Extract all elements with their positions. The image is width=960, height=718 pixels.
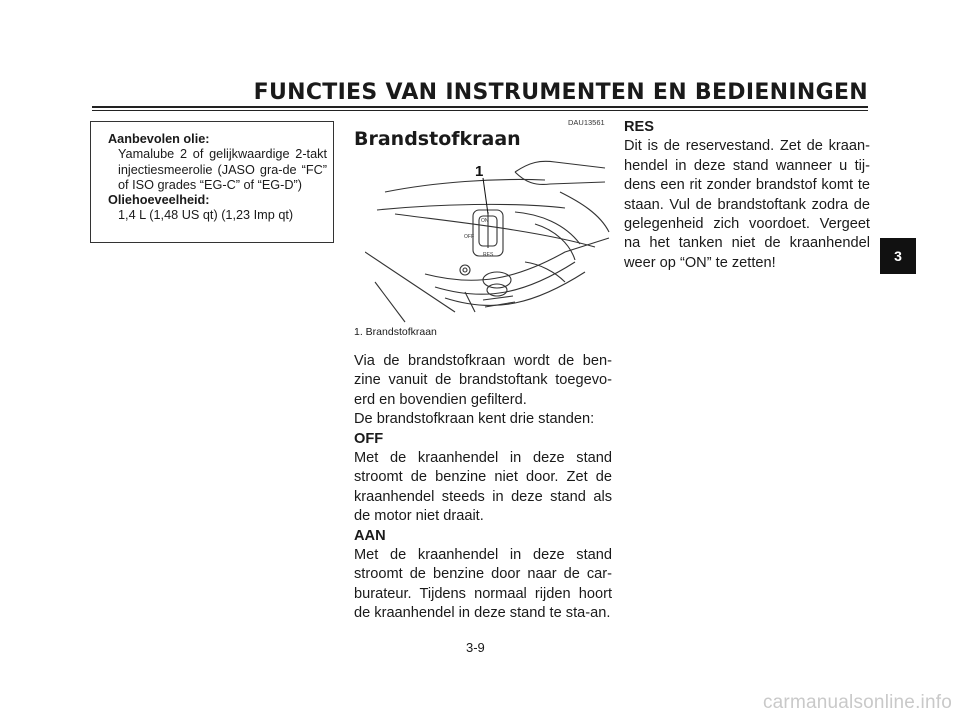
valve-marking-on: ON	[481, 218, 489, 224]
body-column-middle	[354, 352, 612, 624]
position-off-text: Met de kraanhendel in deze stand stroomt de benzine niet door. Zet de kraanhendel steeds in deze stand als de motor niet draait.	[354, 450, 612, 525]
callout-leader-line	[483, 178, 488, 214]
document-code: DAU13561	[568, 118, 605, 127]
recommended-oil-box	[90, 121, 334, 243]
site-watermark: carmanualsonline.info	[762, 692, 952, 713]
callout-number: 1	[475, 163, 484, 180]
valve-marking-off: OFF	[464, 234, 474, 240]
oil-quantity-value: 1,4 L (1,48 US qt) (1,23 Imp qt)	[118, 208, 294, 223]
body-column-right	[624, 118, 870, 273]
chapter-tab[interactable]: 3	[880, 238, 916, 274]
figure-caption: 1. Brandstofkraan	[354, 326, 437, 338]
position-res-text: Dit is de reservestand. Zet de kraan-hendel in deze stand wanneer u tij-dens een rit zonder brandstof komt te staan. Vul de brandstoftank zodra de gelegenheid zich voordoet. Vergeet na het tanken niet de kraanhendel weer op “ON” te zetten!	[624, 138, 870, 271]
recommended-oil-value: Yamalube 2 of gelijkwaardige 2-takt injectiesmeerolie (JASO gra-de “FC” of ISO grades “EG-C” of “EG-D”)	[118, 147, 327, 192]
fuel-cock-illustration	[365, 152, 613, 324]
page-header-title: FUNCTIES VAN INSTRUMENTEN EN BEDIENINGEN	[253, 80, 868, 105]
position-aan-text: Met de kraanhendel in deze stand stroomt de benzine door naar de car-burateur. Tijdens normaal rijden hoort de kraanhendel in deze stand te sta-an.	[354, 547, 612, 622]
page-number: 3-9	[466, 640, 485, 655]
position-off-heading: OFF	[354, 430, 384, 447]
header-rule	[92, 106, 868, 111]
oil-quantity-label: Oliehoeveelheid:	[108, 193, 210, 208]
intro-paragraph: Via de brandstofkraan wordt de ben-zine vanuit de brandstoftank toegevo-erd en bovendien gefilterd.	[354, 353, 612, 408]
position-aan-heading: AAN	[354, 527, 386, 544]
positions-intro: De brandstofkraan kent drie standen:	[354, 411, 595, 428]
section-title: Brandstofkraan	[354, 128, 521, 150]
valve-marking-res: RES	[483, 252, 494, 258]
recommended-oil-label: Aanbevolen olie:	[108, 132, 210, 146]
position-res-heading: RES	[624, 119, 655, 135]
